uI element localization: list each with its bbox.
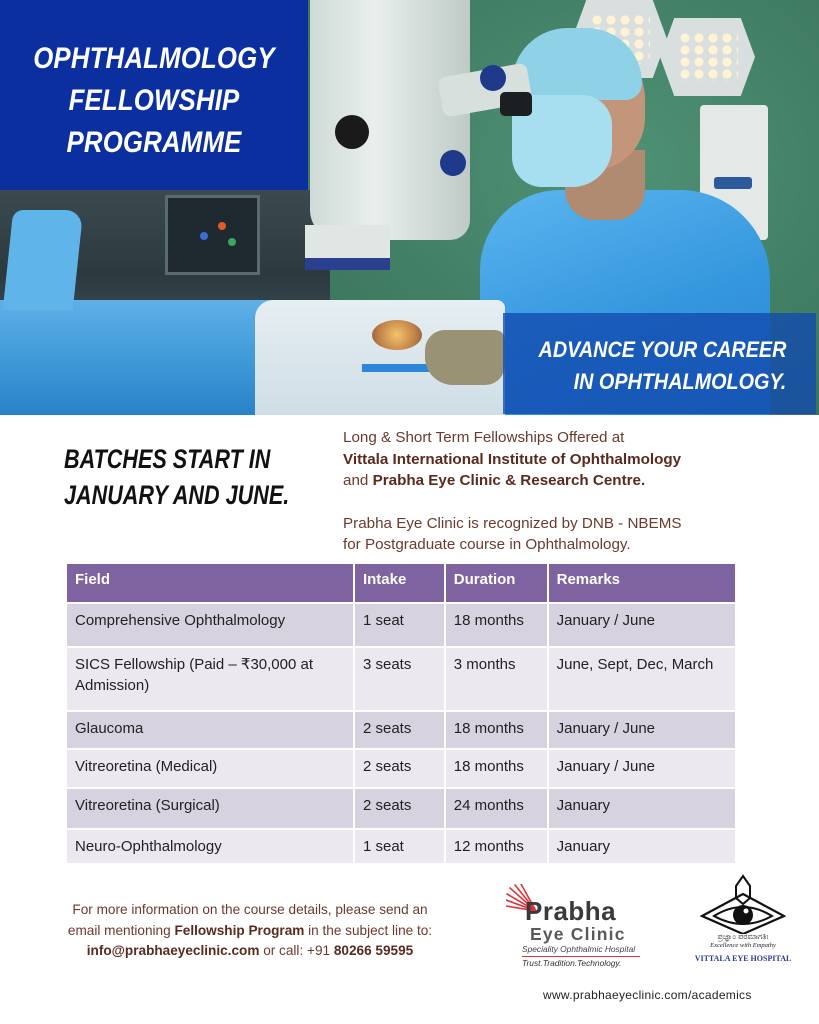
cell-duration: 18 months <box>445 749 548 788</box>
indicator-dot <box>228 238 236 246</box>
cell-intake: 2 seats <box>354 711 445 749</box>
microscope-base <box>305 225 390 270</box>
cell-intake: 3 seats <box>354 647 445 711</box>
header-duration: Duration <box>445 563 548 603</box>
cell-duration: 3 months <box>445 647 548 711</box>
indicator-dot <box>218 222 226 230</box>
career-banner <box>503 313 816 414</box>
cell-field: Vitreoretina (Surgical) <box>66 788 354 829</box>
cell-remarks: June, Sept, Dec, March <box>548 647 736 711</box>
batches-line-2: JANUARY AND JUNE. <box>64 480 290 510</box>
table-row <box>66 711 736 749</box>
cell-duration: 24 months <box>445 788 548 829</box>
contact-info <box>38 900 462 962</box>
monitor-equipment <box>165 195 260 275</box>
cell-remarks: January / June <box>548 749 736 788</box>
indicator-dot <box>200 232 208 240</box>
table-row <box>66 749 736 788</box>
intro-text <box>343 427 681 556</box>
title-line-3: PROGRAMME <box>66 126 242 159</box>
drape-fold <box>3 210 84 310</box>
contact-line-2-suffix: in the subject line to: <box>308 922 433 938</box>
prabha-logo-name: Prabha <box>525 896 617 926</box>
cell-intake: 1 seat <box>354 603 445 647</box>
cell-field: Comprehensive Ophthalmology <box>66 603 354 647</box>
and-text: and <box>343 472 369 489</box>
cell-field: Glaucoma <box>66 711 354 749</box>
table-row <box>66 829 736 864</box>
contact-line-1: For more information on the course details, please send an <box>72 902 428 917</box>
cell-duration: 18 months <box>445 603 548 647</box>
institute-prabha: Prabha Eye Clinic & Research Centre. <box>372 472 646 489</box>
vittala-logo-name: VITTALA EYE HOSPITAL <box>694 954 792 963</box>
recognition-line-1: Prabha Eye Clinic is recognized by DNB - NBEMS <box>343 514 682 532</box>
header-intake: Intake <box>354 563 445 603</box>
prabha-logo-sub: Eye Clinic <box>530 924 626 944</box>
offered-text: Long & Short Term Fellowships Offered at <box>343 429 625 446</box>
cell-remarks: January / June <box>548 711 736 749</box>
cell-remarks: January <box>548 788 736 829</box>
microscope-knob <box>480 65 506 91</box>
contact-phone-link[interactable]: 80266 59595 <box>333 943 414 958</box>
batches-line-1: BATCHES START IN <box>64 444 271 474</box>
surgical-microscope <box>310 0 470 240</box>
website-link[interactable]: www.prabhaeyeclinic.com/academics <box>543 988 752 1002</box>
call-text: or call: +91 <box>263 943 331 958</box>
eye-emblem-icon <box>700 874 786 934</box>
header-field: Field <box>66 563 354 603</box>
batches-heading <box>64 441 289 513</box>
prabha-logo-speciality: Speciality Ophthalmic Hospital <box>522 944 636 954</box>
table-row <box>66 788 736 829</box>
fellowship-table <box>65 562 737 865</box>
cell-intake: 2 seats <box>354 749 445 788</box>
career-line-2: IN OPHTHALMOLOGY. <box>573 369 786 394</box>
microscope-eyepiece <box>500 92 532 116</box>
cell-field: Vitreoretina (Medical) <box>66 749 354 788</box>
cell-duration: 18 months <box>445 711 548 749</box>
cell-remarks: January / June <box>548 603 736 647</box>
cell-intake: 2 seats <box>354 788 445 829</box>
cell-field: Neuro-Ophthalmology <box>66 829 354 864</box>
title-line-1: OPHTHALMOLOGY <box>33 42 275 75</box>
prabha-logo-tagline: Trust.Tradition.Technology. <box>522 958 622 968</box>
prabha-eye-clinic-logo <box>500 880 650 970</box>
cell-duration: 12 months <box>445 829 548 864</box>
programme-title-block <box>0 0 308 190</box>
cell-field: SICS Fellowship (Paid – ₹30,000 at Admission) <box>66 647 354 711</box>
table-row <box>66 603 736 647</box>
microscope-knob <box>335 115 369 149</box>
hero-photo <box>0 0 819 415</box>
prabha-logo-divider <box>522 956 640 957</box>
subject-keyword: Fellowship Program <box>174 922 305 938</box>
table-header-row <box>66 563 736 603</box>
microscope-knob <box>440 150 466 176</box>
career-line-1: ADVANCE YOUR CAREER <box>538 337 786 362</box>
institute-vittala: Vittala International Institute of Ophthalmology <box>343 450 682 468</box>
surgical-lamp <box>660 18 755 96</box>
header-remarks: Remarks <box>548 563 736 603</box>
patient-eye <box>372 320 422 350</box>
contact-line-2-prefix: email mentioning <box>67 922 171 938</box>
cell-intake: 1 seat <box>354 829 445 864</box>
cell-remarks: January <box>548 829 736 864</box>
vittala-eye-hospital-logo <box>688 872 798 972</box>
title-line-2: FELLOWSHIP <box>68 84 240 117</box>
recognition-line-2: for Postgraduate course in Ophthalmology. <box>343 536 631 553</box>
contact-email-link[interactable]: info@prabhaeyeclinic.com <box>86 943 260 958</box>
surgeon-glove <box>425 330 505 385</box>
vittala-tagline: Excellence with Empathy <box>710 942 776 949</box>
table-row <box>66 647 736 711</box>
vittala-kannada-motto: ಪ್ರಜ್ಞಾಂ ಪರಮಾಗತಿಃ <box>717 932 769 941</box>
